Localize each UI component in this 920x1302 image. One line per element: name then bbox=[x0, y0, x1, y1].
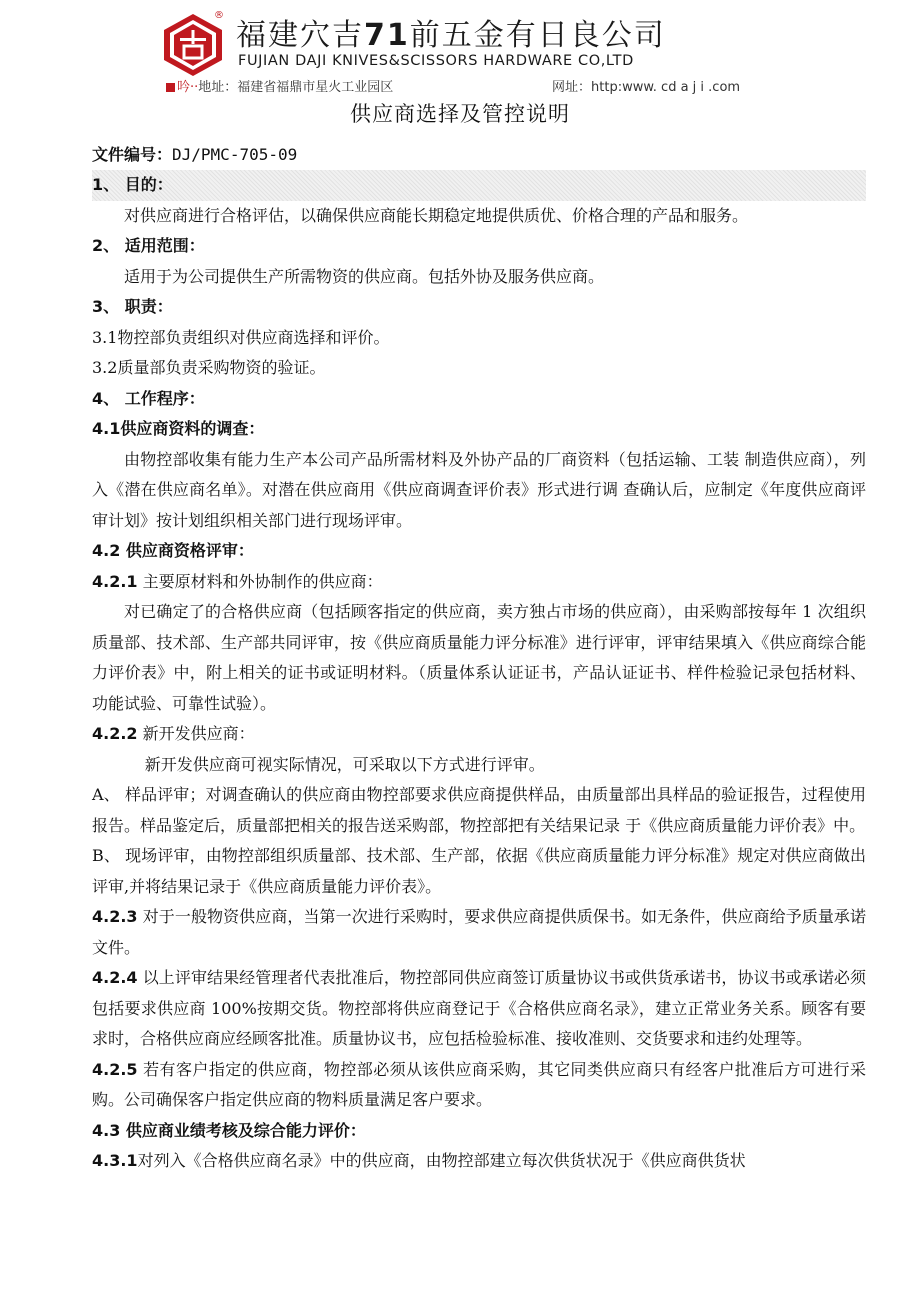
section-4-2-2-text: 新开发供应商可视实际情况，可采取以下方式进行评审。 bbox=[144, 754, 545, 774]
company-name-cn: 福建穴吉71前五金有日良公司 bbox=[236, 18, 666, 53]
address-line: 吟··地址：福建省福鼎市星火工业园区 bbox=[166, 76, 393, 95]
document-number: 文件编号：DJ/PMC-705-09 bbox=[92, 145, 298, 164]
section-4-2-1-text: 对已确定了的合格供应商（包括顾客指定的供应商，卖方独占市场的供应商），由采购部按每年 1 次组织质量部、技术部、生产部共同评审，按《供应商质量能力评分标准》进行评审，评审结果填入《供应商综合能力评价表》中，附上相关的证书或证明材料。（质量体系认证证书，产品认证证书、样件检验记录包括材料、功能试验、可靠性试验）。 bbox=[92, 602, 866, 713]
registered-mark: ® bbox=[214, 10, 224, 21]
section-4-heading: 4、 工作程序： bbox=[92, 388, 205, 408]
section-4-2-4-text: 4.2.4 以上评审结果经管理者代表批准后，物控部同供应商签订质量协议书或供货承诺书，协议书或承诺必须包括要求供应商 100%按期交货。物控部将供应商登记于《合格供应商名录》，建立正常业务关系。顾客有要求时，合格供应商应经顾客批准。质量协议书，应包括检验标准、接收准则、交货要求和违约处理等。 bbox=[92, 968, 866, 1048]
document-title: 供应商选择及管控说明 bbox=[350, 102, 570, 126]
section-4-3-1-text: 4.3.1对列入《合格供应商名录》中的供应商，由物控部建立每次供货状况于《供应商供货状 bbox=[92, 1151, 746, 1170]
item-b-text: B、 现场评审，由物控部组织质量部、技术部、生产部，依据《供应商质量能力评分标准》规定对供应商做出评审,并将结果记录于《供应商质量能力评价表》。 bbox=[92, 846, 866, 896]
section-4-2-heading: 4.2 供应商资格评审： bbox=[92, 541, 254, 560]
section-4-2-2-heading: 4.2.2 新开发供应商： bbox=[92, 724, 255, 743]
company-logo bbox=[160, 12, 226, 78]
section-3-item-2: 3.2质量部负责采购物资的验证。 bbox=[92, 358, 326, 377]
item-a-text: A、 样品评审；对调查确认的供应商由物控部要求供应商提供样品，由质量部出具样品的验证报告，过程使用报告。样品鉴定后，质量部把相关的报告送采购部，物控部把有关结果记录 于《供应商质量能力评价表》中。 bbox=[92, 785, 866, 835]
section-4-2-1-heading: 4.2.1 主要原材料和外协制作的供应商： bbox=[92, 571, 383, 591]
section-4-1-text: 由物控部收集有能力生产本公司产品所需材料及外协产品的厂商资料（包括运输、工装 制造供应商），列入《潜在供应商名单》。对潜在供应商用《供应商调查评价表》形式进行调 查确认后，应制定《年度供应商评审计划》按计划组织相关部门进行现场评审。 bbox=[92, 449, 866, 530]
section-4-3-heading: 4.3 供应商业绩考核及综合能力评价： bbox=[92, 1120, 366, 1140]
website-line: 网址：http:www. cd a j i .com bbox=[552, 80, 741, 95]
section-4-1-heading: 4.1供应商资料的调查： bbox=[92, 419, 265, 438]
section-2-text: 适用于为公司提供生产所需物资的供应商。包括外协及服务供应商。 bbox=[124, 266, 605, 286]
section-3-item-1: 3.1物控部负责组织对供应商选择和评价。 bbox=[92, 327, 390, 347]
section-4-2-3-text: 4.2.3 对于一般物资供应商，当第一次进行采购时，要求供应商提供质保书。如无条件，供应商给予质量承诺文件。 bbox=[92, 907, 866, 957]
section-3-heading: 3、 职责： bbox=[92, 297, 173, 316]
section-2-heading: 2、 适用范围： bbox=[92, 236, 205, 255]
document-body bbox=[92, 140, 866, 1177]
section-4-2-5-text: 4.2.5 若有客户指定的供应商，物控部必须从该供应商采购，其它同类供应商只有经客户批准后方可进行采购。公司确保客户指定供应商的物料质量满足客户要求。 bbox=[92, 1059, 866, 1109]
company-name-en: FUJIAN DAJI KNIVES&SCISSORS HARDWARE CO,LTD bbox=[238, 53, 634, 69]
section-1-heading: 1、 目的： bbox=[92, 170, 866, 201]
section-1-text: 对供应商进行合格评估，以确保供应商能长期稳定地提供质优、价格合理的产品和服务。 bbox=[124, 205, 749, 225]
square-icon bbox=[166, 83, 175, 92]
